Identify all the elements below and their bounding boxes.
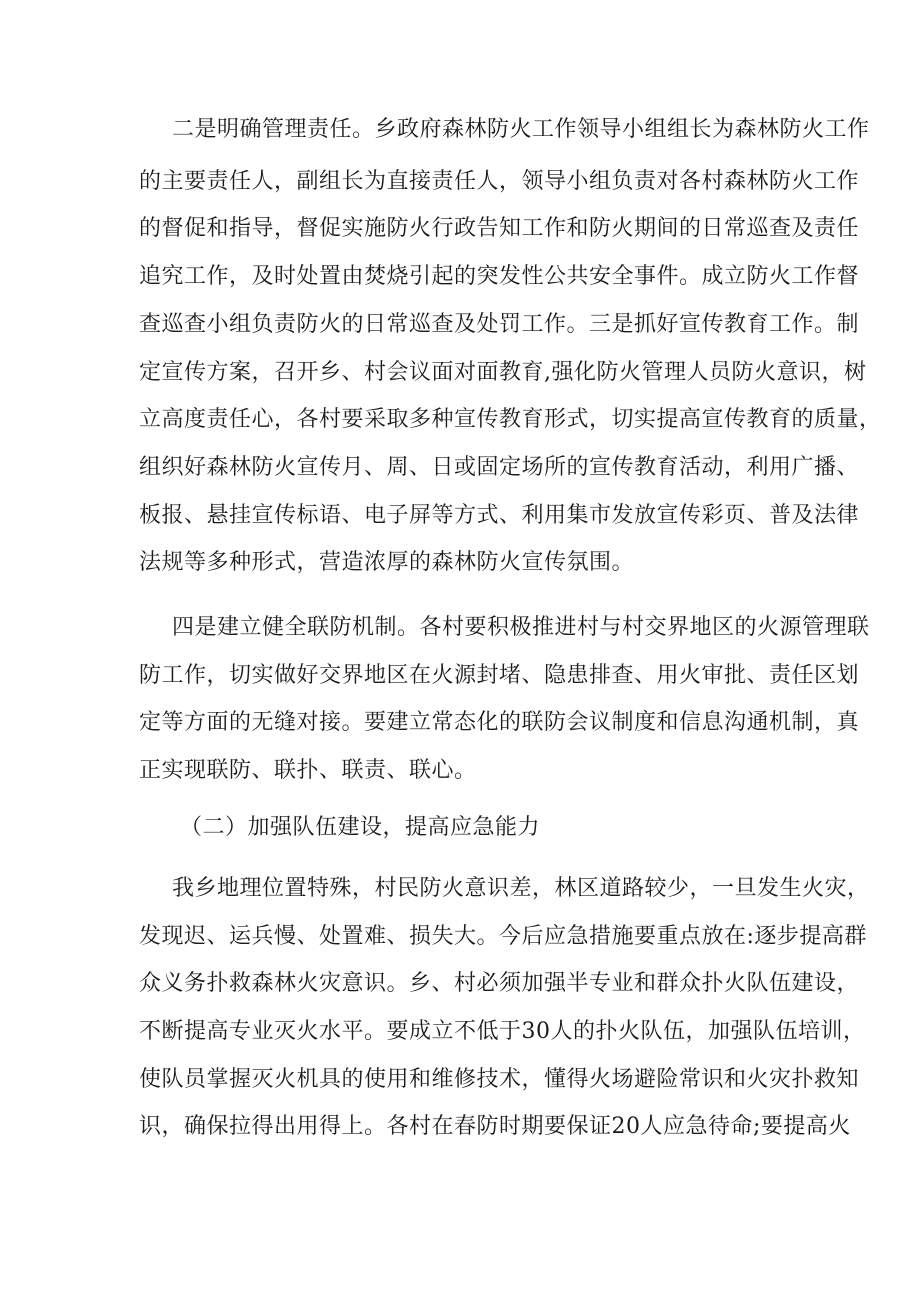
paragraph-2-line-4: 正实现联防、联扑、联责、联心。 (139, 758, 477, 783)
paragraph-1-line-5: 查巡查小组负责防火的日常巡查及处罚工作。三是抓好宣传教育工作。制 (139, 312, 860, 337)
paragraph-3-line-6: 识，确保拉得出用得上。各村在春防时期要保证20人应急待命;要提高火 (139, 1114, 851, 1139)
paragraph-1-line-7: 立高度责任心，各村要采取多种宣传教育形式，切实提高宣传教育的质量， (139, 407, 882, 432)
paragraph-3-line-1: 我乡地理位置特殊，村民防火意识差，林区道路较少，一旦发生火灾， (172, 876, 870, 901)
paragraph-3-line-2: 发现迟、运兵慢、处置难、损失大。今后应急措施要重点放在:逐步提高群 (139, 924, 867, 949)
paragraph-1-line-3: 的督促和指导，督促实施防火行政告知工作和防火期间的日常巡查及责任 (139, 216, 860, 241)
paragraph-1-line-6: 定宣传方案，召开乡、村会议面对面教育,强化防火管理人员防火意识，树 (139, 360, 867, 385)
paragraph-3-line-4: 不断提高专业灭火水平。要成立不低于30人的扑火队伍，加强队伍培训， (139, 1019, 866, 1044)
paragraph-1-line-4: 追究工作，及时处置由焚烧引起的突发性公共安全事件。成立防火工作督 (139, 264, 860, 289)
paragraph-1-line-2: 的主要责任人，副组长为直接责任人，领导小组负责对各村森林防火工作 (139, 169, 860, 194)
section-heading: （二）加强队伍建设，提高应急能力 (180, 815, 541, 840)
paragraph-2-line-3: 定等方面的无缝对接。要建立常态化的联防会议制度和信息沟通机制，真 (139, 710, 860, 735)
paragraph-3-line-3: 众义务扑救森林火灾意识。乡、村必须加强半专业和群众扑火队伍建设， (139, 971, 860, 996)
paragraph-1-line-9: 板报、悬挂宣传标语、电子屏等方式、利用集市发放宣传彩页、普及法律 (139, 503, 860, 528)
paragraph-2-line-2: 防工作，切实做好交界地区在火源封堵、隐患排查、用火审批、责任区划 (139, 663, 860, 688)
paragraph-3-line-5: 使队员掌握灭火机具的使用和维修技术，懂得火场避险常识和火灾扑救知 (139, 1067, 860, 1092)
paragraph-1-line-1: 二是明确管理责任。乡政府森林防火工作领导小组组长为森林防火工作 (172, 117, 870, 142)
paragraph-1-line-8: 组织好森林防火宣传月、周、日或固定场所的宣传教育活动，利用广播、 (139, 455, 860, 480)
paragraph-1-line-10: 法规等多种形式，营造浓厚的森林防火宣传氛围。 (139, 550, 635, 575)
paragraph-2-line-1: 四是建立健全联防机制。各村要积极推进村与村交界地区的火源管理联 (172, 615, 870, 640)
